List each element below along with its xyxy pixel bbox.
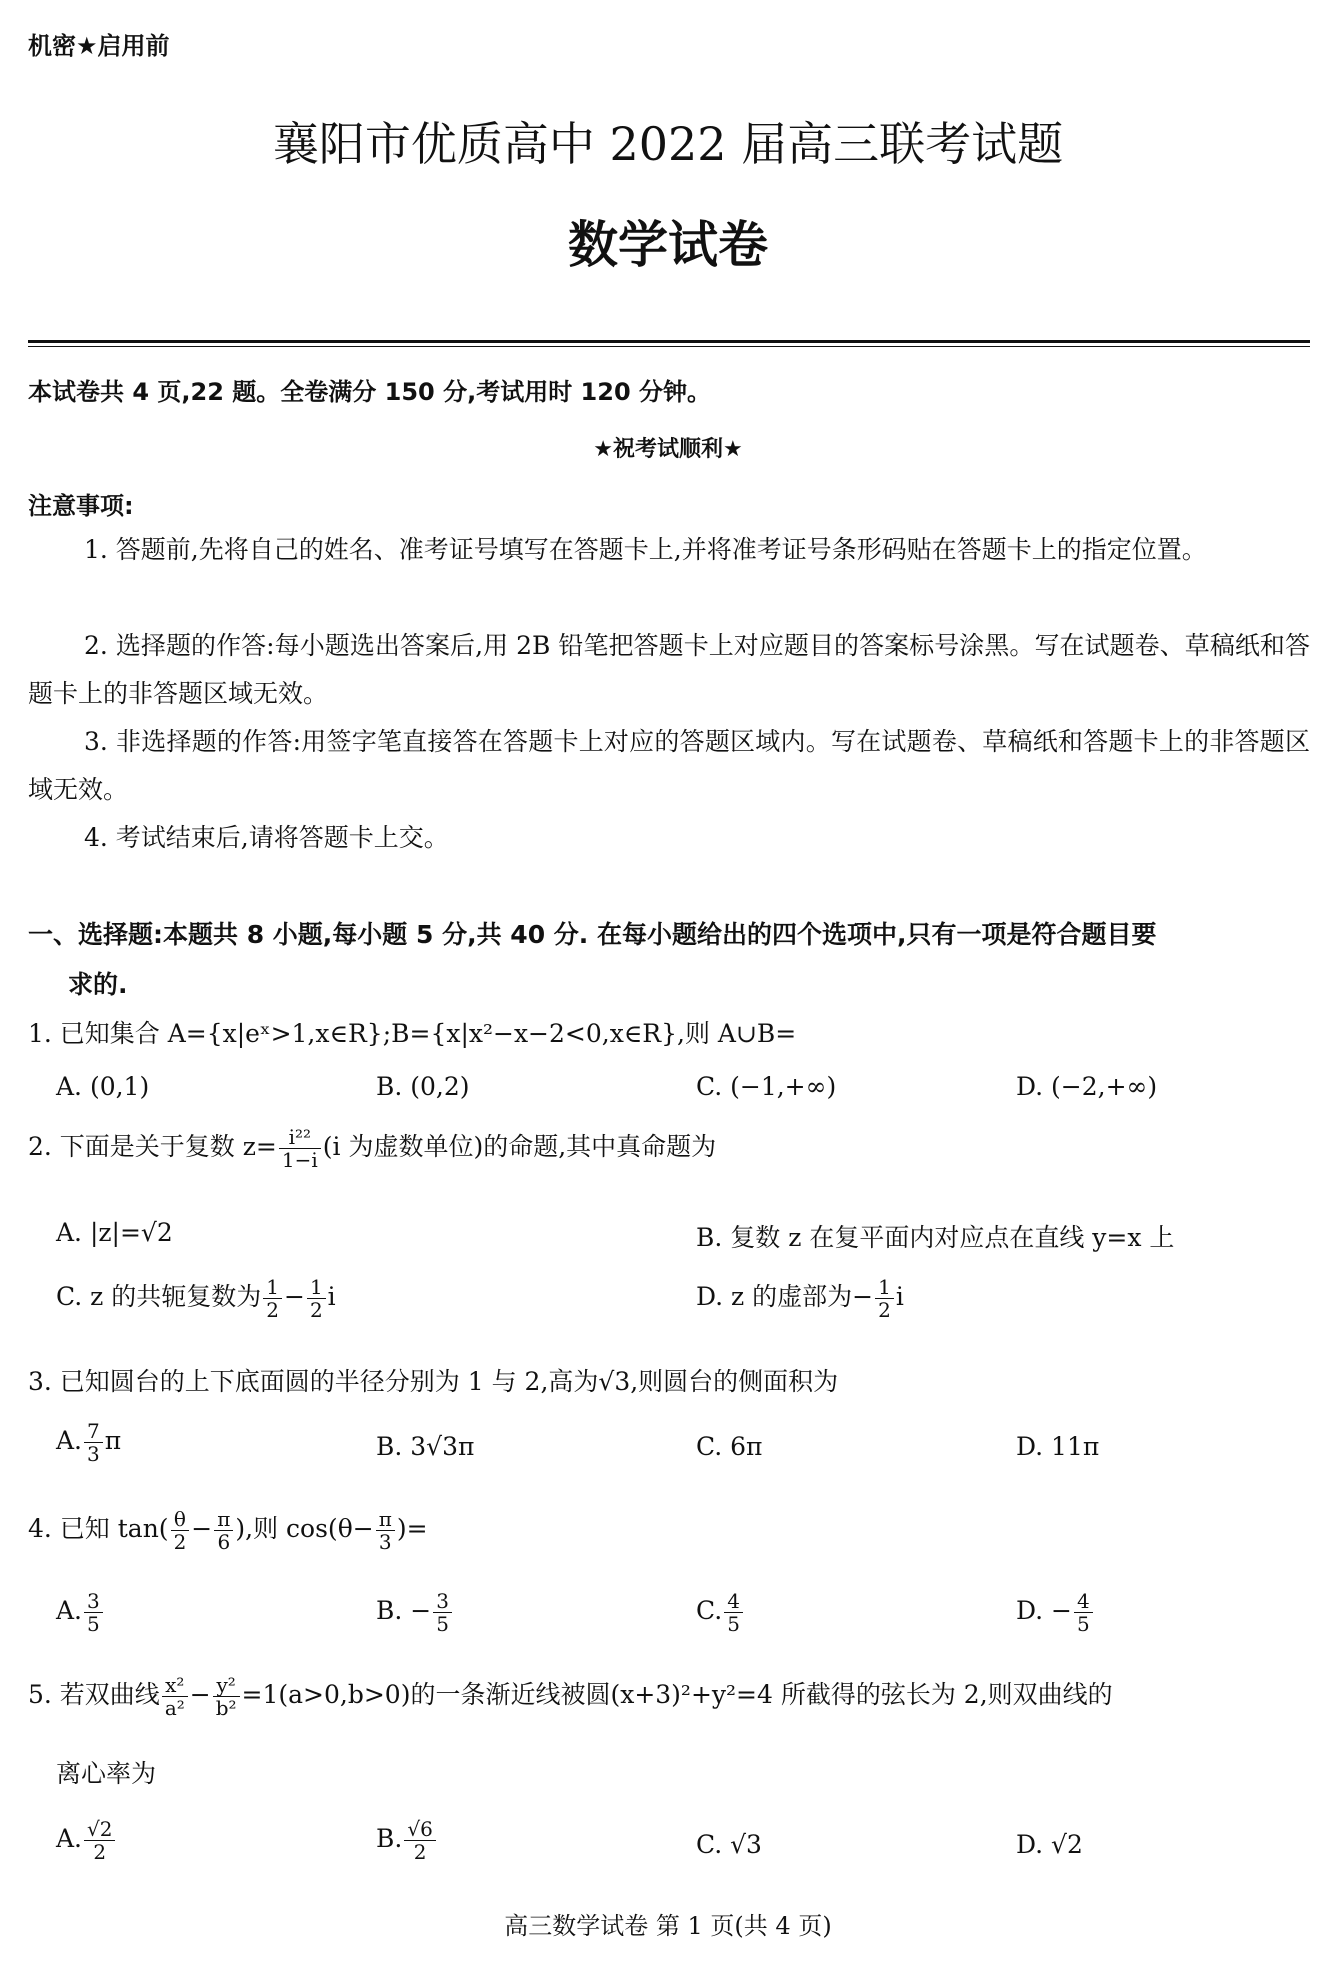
question-4-stem: 4. 已知 tan( $\frac{\theta}{2}$ − $\frac{\pi}{6}$ ),则 cos(θ− $\frac{\pi}{3}$ )= — [28, 1507, 428, 1554]
question-5-option-b: B. $\frac{√6}{2}$ — [376, 1818, 438, 1863]
question-4-option-d: D. − $\frac{4}{5}$ — [1016, 1590, 1095, 1635]
fraction: $\frac{\pi}{6}$ — [214, 1508, 233, 1553]
question-3-option-d: D. 11π — [1016, 1432, 1100, 1461]
question-1-option-b: B. (0,2) — [376, 1072, 470, 1101]
question-3-option-c: C. 6π — [696, 1432, 763, 1461]
fraction: $\frac{1}{2}$ — [263, 1276, 282, 1321]
question-5-option-d: D. √2 — [1016, 1830, 1083, 1859]
fraction: $\frac{3}{5}$ — [84, 1590, 103, 1635]
question-1-option-c: C. (−1,+∞) — [696, 1072, 837, 1101]
section-heading-line2: 求的. — [68, 970, 128, 999]
fraction: $\frac{1}{2}$ — [307, 1276, 326, 1321]
confidential-label: 机密★启用前 — [28, 32, 170, 60]
question-1-stem: 1. 已知集合 A={x|eˣ>1,x∈R};B={x|x²−x−2<0,x∈R},则 A∪B= — [28, 1019, 797, 1048]
question-3-option-a: A. $\frac{7}{3}$ π — [56, 1419, 122, 1466]
question-3-stem: 3. 已知圆台的上下底面圆的半径分别为 1 与 2,高为√3,则圆台的侧面积为 — [28, 1367, 839, 1396]
notice-item: 1. 答题前,先将自己的姓名、准考证号填写在答题卡上,并将准考证号条形码贴在答题卡上的指定位置。 — [84, 535, 1207, 564]
question-2-option-a: A. |z|=√2 — [56, 1218, 173, 1247]
question-2-stem: 2. 下面是关于复数 z= $\frac{\text{i²²}}{1-i}$ (i 为虚数单位)的命题,其中真命题为 — [28, 1125, 717, 1172]
question-4-option-b: B. − $\frac{3}{5}$ — [376, 1590, 454, 1635]
fraction: $\frac{4}{5}$ — [1074, 1590, 1093, 1635]
fraction: $\frac{3}{5}$ — [433, 1590, 452, 1635]
fraction: $\frac{\text{x²}}{\text{a²}}$ — [162, 1674, 188, 1719]
paper-subtitle: 数学试卷 — [568, 216, 768, 274]
page-footer: 高三数学试卷 第 1 页(共 4 页) — [504, 1912, 832, 1940]
question-5-stem: 5. 若双曲线 $\frac{\text{x²}}{\text{a²}}$ − $\frac{\text{y²}}{\text{b²}}$ =1(a>0,b>0)的一条渐近线被圆(x+3)²+y²=4 所截得的弦长为 2,则双曲线的 — [28, 1673, 1113, 1720]
question-5-option-a: A. $\frac{√2}{2}$ — [56, 1818, 117, 1863]
good-luck-banner: ★祝考试顺利★ — [593, 437, 743, 462]
section-heading-line1: 一、选择题:本题共 8 小题,每小题 5 分,共 40 分. 在每小题给出的四个选项中,只有一项是符合题目要 — [28, 920, 1157, 949]
fraction: $\frac{\text{y²}}{\text{b²}}$ — [213, 1674, 240, 1719]
exam-summary: 本试卷共 4 页,22 题。全卷满分 150 分,考试用时 120 分钟。 — [28, 378, 712, 406]
question-5-stem-line2: 离心率为 — [56, 1759, 157, 1788]
notice-title: 注意事项: — [28, 492, 134, 520]
notice-item: 4. 考试结束后,请将答题卡上交。 — [84, 823, 449, 852]
notice-item: 3. 非选择题的作答:用签字笔直接答在答题卡上对应的答题区域内。写在试题卷、草稿纸和答题卡上的非答题区域无效。 — [28, 727, 1310, 804]
fraction: $\frac{\text{i²²}}{1-i}$ — [279, 1126, 321, 1171]
notice-item: 2. 选择题的作答:每小题选出答案后,用 2B 铅笔把答题卡上对应题目的答案标号涂黑。写在试题卷、草稿纸和答题卡上的非答题区域无效。 — [28, 631, 1310, 708]
header-divider-thin — [28, 346, 1310, 347]
fraction: $\frac{\pi}{3}$ — [376, 1508, 395, 1553]
question-2-option-d: D. z 的虚部为− $\frac{1}{2}$ i — [696, 1275, 904, 1322]
exam-title: 襄阳市优质高中 2022 届高三联考试题 — [272, 117, 1064, 171]
question-3-option-b: B. 3√3π — [376, 1432, 475, 1461]
header-divider-thick — [28, 340, 1310, 343]
question-2-option-b: B. 复数 z 在复平面内对应点在直线 y=x 上 — [696, 1223, 1175, 1252]
question-4-option-c: C. $\frac{4}{5}$ — [696, 1590, 745, 1635]
fraction: $\frac{1}{2}$ — [875, 1276, 894, 1321]
question-2-option-c: C. z 的共轭复数为 $\frac{1}{2}$ − $\frac{1}{2}$ i — [56, 1275, 336, 1322]
question-5-option-c: C. √3 — [696, 1830, 762, 1859]
fraction: $\frac{\theta}{2}$ — [171, 1508, 190, 1553]
section-heading — [28, 910, 1310, 1010]
question-1-option-a: A. (0,1) — [56, 1072, 150, 1101]
question-4-option-a: A. $\frac{3}{5}$ — [56, 1590, 105, 1635]
fraction: $\frac{√6}{2}$ — [404, 1818, 435, 1863]
question-1-option-d: D. (−2,+∞) — [1016, 1072, 1158, 1101]
fraction: $\frac{7}{3}$ — [84, 1420, 103, 1465]
fraction: $\frac{√2}{2}$ — [84, 1818, 115, 1863]
fraction: $\frac{4}{5}$ — [724, 1590, 743, 1635]
